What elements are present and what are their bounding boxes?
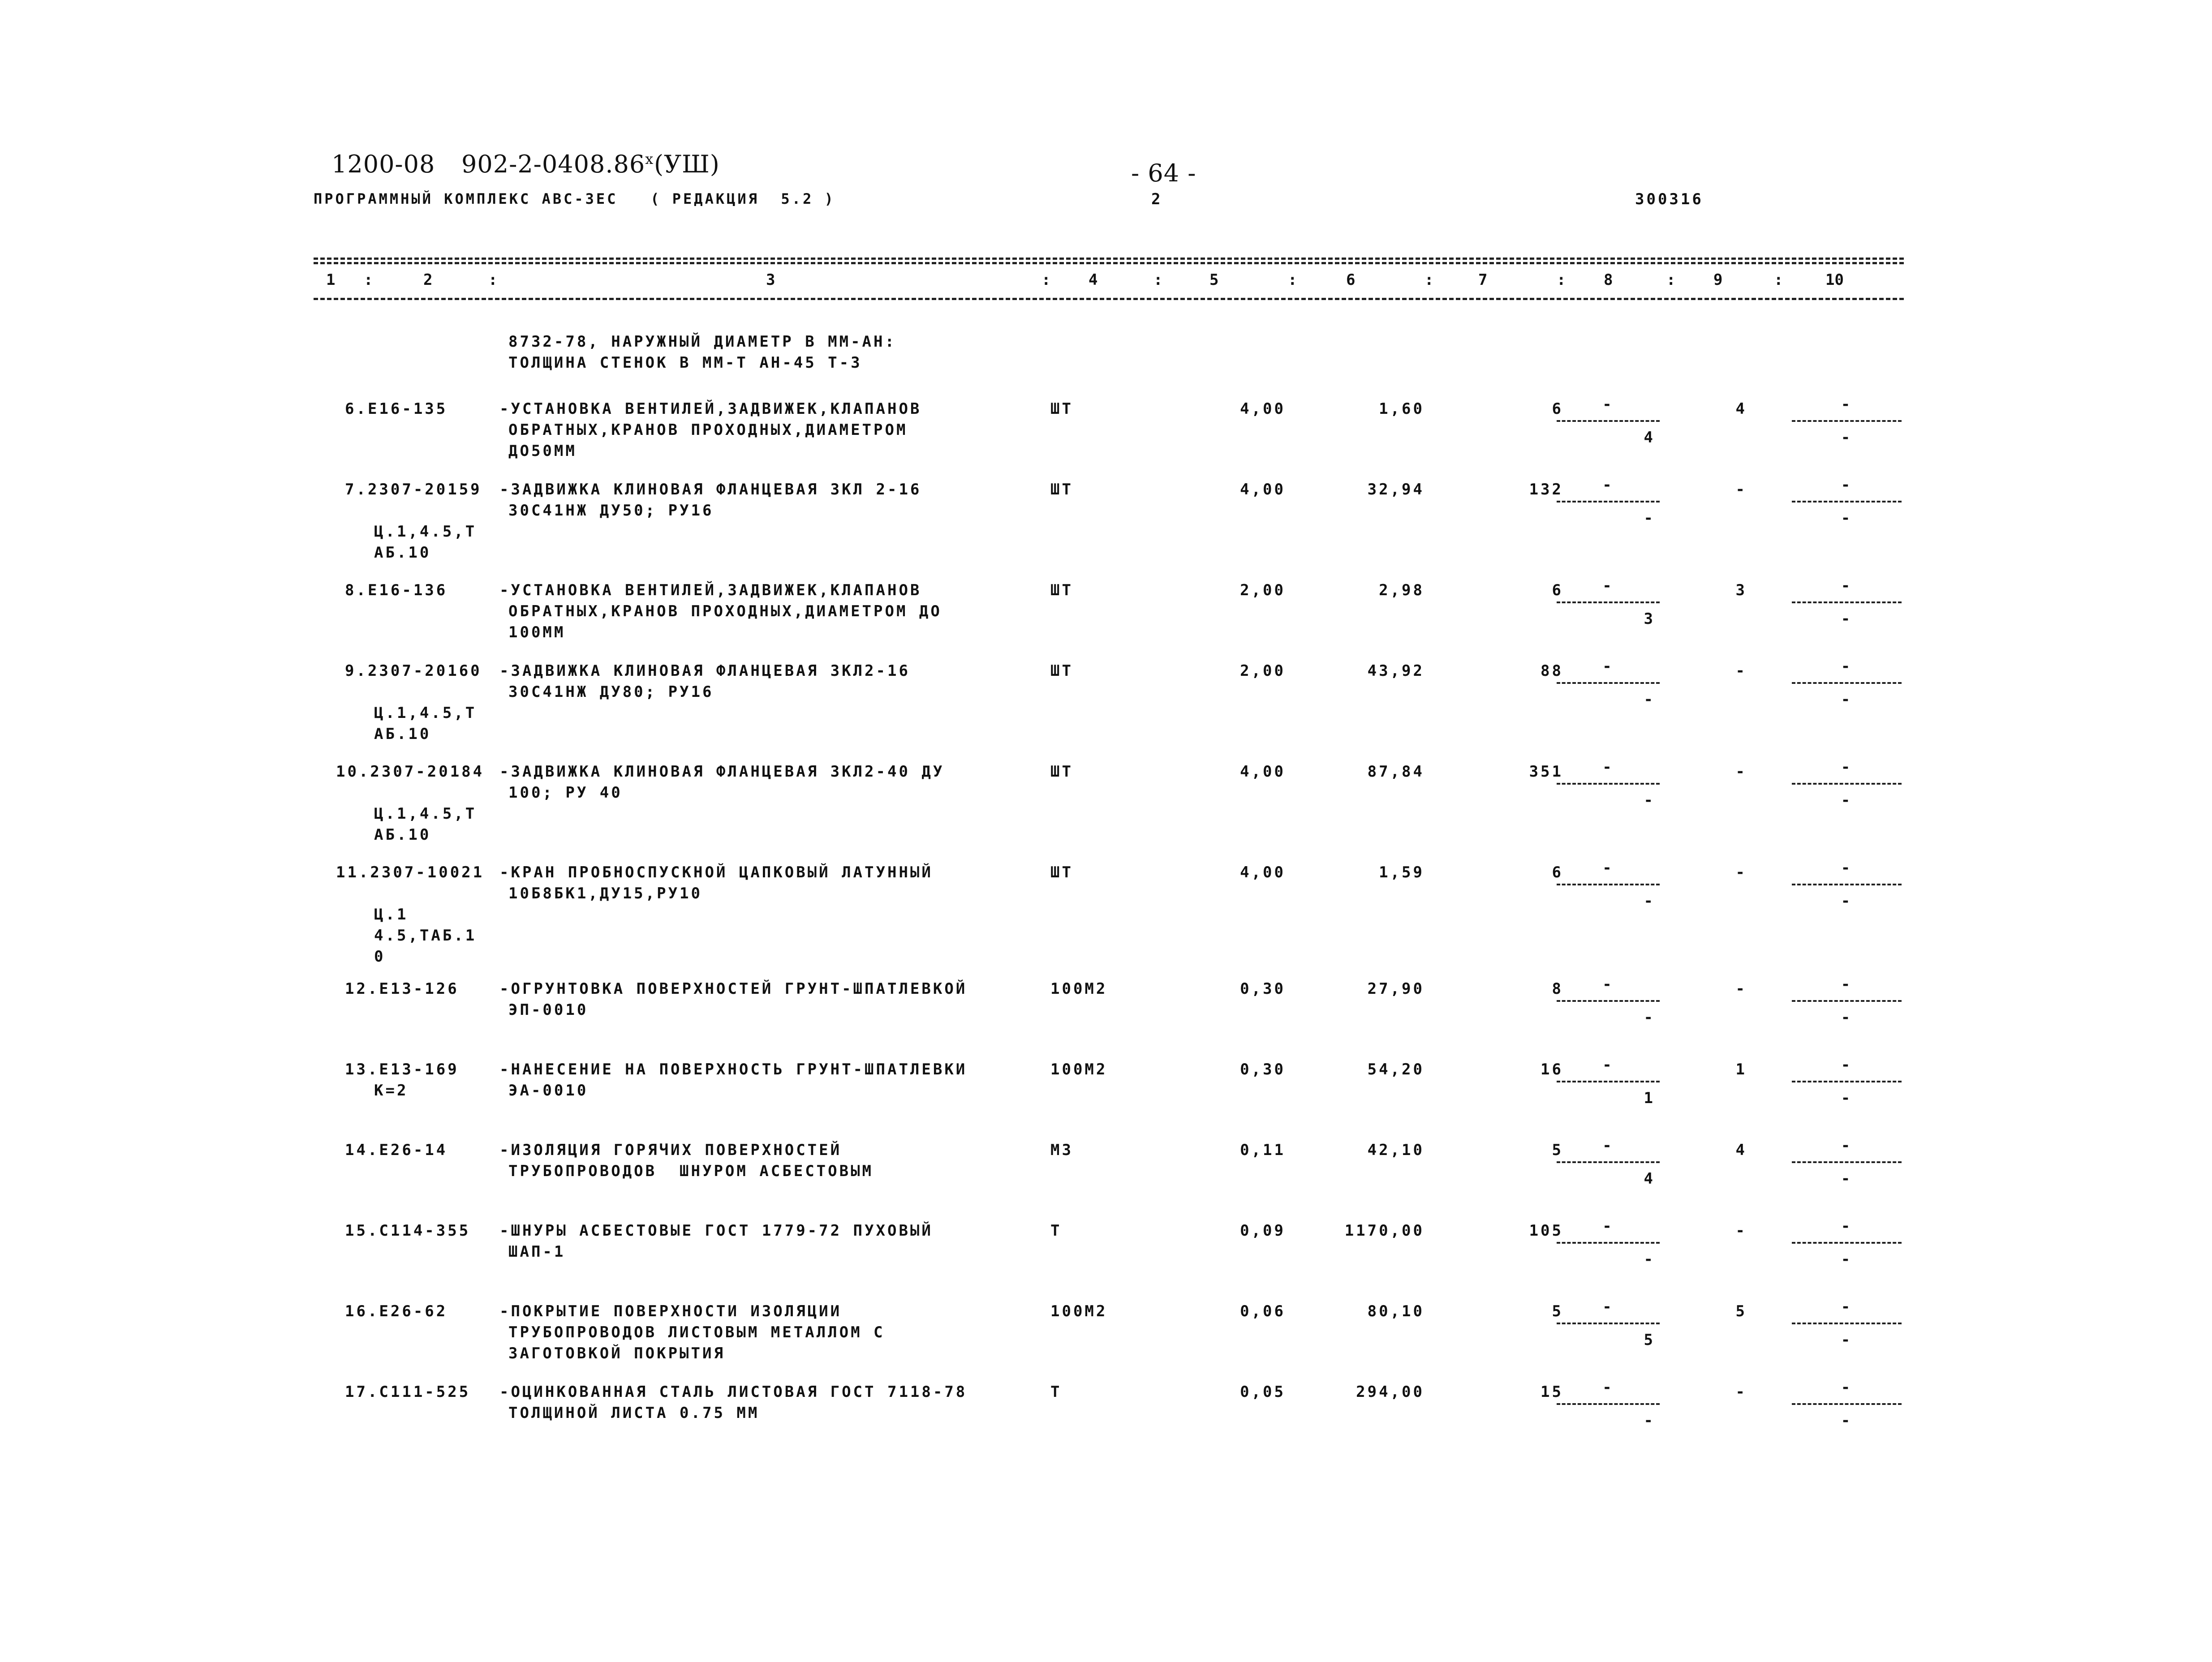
table-header-rule — [314, 298, 1904, 300]
col8-bottom: - — [1644, 892, 1655, 910]
row-col9: - — [1735, 1222, 1747, 1240]
col-header-3: 3 — [766, 271, 775, 289]
col8-bottom: - — [1644, 1009, 1655, 1026]
row-total: 5 — [1552, 1141, 1563, 1159]
row-total: 105 — [1529, 1222, 1563, 1240]
row-price: 27,90 — [1367, 980, 1424, 998]
row-total: 8 — [1552, 980, 1563, 998]
row-col10 — [1792, 395, 1902, 447]
row-code-note: Ц.1,4.5,Т — [374, 523, 477, 541]
col10-divider — [1792, 1081, 1902, 1082]
col10-divider — [1792, 601, 1902, 603]
row-col9: - — [1735, 763, 1747, 781]
col-sep: : — [1424, 271, 1434, 289]
doc-code: 1200-08 — [331, 150, 435, 178]
col8-divider — [1557, 601, 1660, 603]
row-description: -НАНЕСЕНИЕ НА ПОВЕРХНОСТЬ ГРУНТ-ШПАТЛЕВКИ — [499, 1061, 968, 1078]
row-quantity: 0,06 — [1240, 1302, 1286, 1320]
row-description: 100; РУ 40 — [508, 784, 623, 802]
row-col8 — [1557, 1298, 1660, 1349]
col8-top: - — [1602, 577, 1614, 595]
row-unit: ШТ — [1050, 481, 1073, 498]
row-price: 1,59 — [1379, 863, 1424, 881]
row-code: 7.2307-20159 — [345, 481, 482, 498]
row-description: -УСТАНОВКА ВЕНТИЛЕЙ,ЗАДВИЖЕК,КЛАПАНОВ — [499, 400, 922, 418]
document-code: 300316 — [1635, 190, 1704, 208]
col8-top: - — [1602, 975, 1614, 993]
col10-bottom: - — [1841, 1250, 1853, 1268]
row-price: 2,98 — [1379, 581, 1424, 599]
row-description: 30С41НЖ ДУ80; РУ16 — [508, 683, 714, 701]
row-code: 13.Е13-169 — [345, 1061, 459, 1078]
row-description: ТРУБОПРОВОДОВ ЛИСТОВЫМ МЕТАЛЛОМ С — [508, 1323, 885, 1341]
col-sep: : — [488, 271, 498, 289]
col10-bottom: - — [1841, 429, 1853, 447]
col10-top: - — [1841, 975, 1853, 993]
col10-bottom: - — [1841, 1412, 1853, 1430]
row-description: ЗАГОТОВКОЙ ПОКРЫТИЯ — [508, 1344, 725, 1362]
row-col10 — [1792, 859, 1902, 910]
table-top-rule — [314, 258, 1904, 260]
row-total: 6 — [1552, 581, 1563, 599]
col-sep: : — [1666, 271, 1676, 289]
col10-top: - — [1841, 657, 1853, 675]
col10-bottom: - — [1841, 1089, 1853, 1107]
col-sep: : — [1153, 271, 1163, 289]
col-sep: : — [1041, 271, 1051, 289]
row-description: ОБРАТНЫХ,КРАНОВ ПРОХОДНЫХ,ДИАМЕТРОМ — [508, 421, 908, 439]
col-header-9: 9 — [1713, 271, 1723, 289]
col10-divider — [1792, 682, 1902, 684]
row-total: 88 — [1541, 662, 1563, 680]
col-sep: : — [1557, 271, 1566, 289]
col10-bottom: - — [1841, 1331, 1853, 1349]
col8-top: - — [1602, 859, 1614, 877]
row-col10 — [1792, 1056, 1902, 1107]
row-col8 — [1557, 1137, 1660, 1188]
col10-divider — [1792, 501, 1902, 502]
row-code: 14.Е26-14 — [345, 1141, 448, 1159]
row-col8 — [1557, 1217, 1660, 1268]
col8-bottom: 3 — [1644, 610, 1655, 628]
col10-bottom: - — [1841, 610, 1853, 628]
row-col8 — [1557, 1056, 1660, 1107]
row-code-note: 4.5,ТАБ.1 — [374, 927, 477, 945]
col-header-6: 6 — [1346, 271, 1356, 289]
intro-line: ТОЛЩИНА СТЕНОК В ММ-Т АН-45 Т-3 — [508, 354, 862, 372]
row-description: -ОГРУНТОВКА ПОВЕРХНОСТЕЙ ГРУНТ-ШПАТЛЕВКОЙ — [499, 980, 968, 998]
row-unit: ШТ — [1050, 662, 1073, 680]
col8-top: - — [1602, 1056, 1614, 1074]
row-col9: - — [1735, 662, 1747, 680]
row-quantity: 0,05 — [1240, 1383, 1286, 1401]
row-col8 — [1557, 758, 1660, 809]
col8-bottom: - — [1644, 1412, 1655, 1430]
row-col10 — [1792, 476, 1902, 527]
row-total: 5 — [1552, 1302, 1563, 1320]
row-unit: Т — [1050, 1383, 1062, 1401]
row-unit: ШТ — [1050, 400, 1073, 418]
row-price: 43,92 — [1367, 662, 1424, 680]
row-col10 — [1792, 1298, 1902, 1349]
row-description: -ОЦИНКОВАННАЯ СТАЛЬ ЛИСТОВАЯ ГОСТ 7118-78 — [499, 1383, 968, 1401]
row-col8 — [1557, 859, 1660, 910]
col10-divider — [1792, 884, 1902, 885]
col10-divider — [1792, 1242, 1902, 1244]
row-description: 10Б8БК1,ДУ15,РУ10 — [508, 885, 702, 902]
row-total: 132 — [1529, 481, 1563, 498]
doc-number — [461, 150, 654, 178]
row-quantity: 2,00 — [1240, 662, 1286, 680]
doc-number-main: 902-2-0408.86 — [461, 150, 646, 178]
row-col9: - — [1735, 1383, 1747, 1401]
col8-divider — [1557, 501, 1660, 502]
col8-top: - — [1602, 476, 1614, 494]
row-col10 — [1792, 975, 1902, 1026]
col10-divider — [1792, 1403, 1902, 1405]
row-total: 16 — [1541, 1061, 1563, 1078]
col-header-7: 7 — [1478, 271, 1488, 289]
col8-top: - — [1602, 1379, 1614, 1396]
intro-line: 8732-78, НАРУЖНЫЙ ДИАМЕТР В ММ-АН: — [508, 333, 896, 351]
row-col10 — [1792, 758, 1902, 809]
col10-bottom: - — [1841, 1009, 1853, 1026]
row-description: ДО50ММ — [508, 442, 577, 460]
col10-bottom: - — [1841, 691, 1853, 709]
row-code: 16.Е26-62 — [345, 1302, 448, 1320]
row-unit: ШТ — [1050, 763, 1073, 781]
row-price: 294,00 — [1356, 1383, 1424, 1401]
row-code: 15.С114-355 — [345, 1222, 471, 1240]
row-description: 30С41НЖ ДУ50; РУ16 — [508, 502, 714, 520]
row-price: 1,60 — [1379, 400, 1424, 418]
row-price: 54,20 — [1367, 1061, 1424, 1078]
row-col9: 4 — [1735, 1141, 1747, 1159]
row-col8 — [1557, 395, 1660, 447]
row-col10 — [1792, 657, 1902, 709]
row-code: 10.2307-20184 — [336, 763, 485, 781]
row-description: ЭА-0010 — [508, 1082, 589, 1099]
table-top-rule-2 — [314, 262, 1904, 264]
col-header-8: 8 — [1604, 271, 1613, 289]
col8-bottom: 4 — [1644, 1170, 1655, 1188]
row-quantity: 0,11 — [1240, 1141, 1286, 1159]
col-header-2: 2 — [423, 271, 433, 289]
doc-number-suffix: x — [645, 150, 654, 167]
col8-divider — [1557, 1081, 1660, 1082]
col8-divider — [1557, 1000, 1660, 1002]
col-header-4: 4 — [1089, 271, 1098, 289]
row-code: 8.Е16-136 — [345, 581, 448, 599]
col10-top: - — [1841, 1298, 1853, 1316]
col10-bottom: - — [1841, 892, 1853, 910]
col10-top: - — [1841, 859, 1853, 877]
col8-top: - — [1602, 758, 1614, 776]
row-code-note: К=2 — [374, 1082, 409, 1099]
row-quantity: 4,00 — [1240, 400, 1286, 418]
row-code: 11.2307-10021 — [336, 863, 485, 881]
row-code: 6.Е16-135 — [345, 400, 448, 418]
row-price: 32,94 — [1367, 481, 1424, 498]
row-code-note: Ц.1,4.5,Т — [374, 805, 477, 823]
row-unit: ШТ — [1050, 581, 1073, 599]
col10-top: - — [1841, 1137, 1853, 1155]
row-col8 — [1557, 975, 1660, 1026]
col10-top: - — [1841, 1056, 1853, 1074]
row-col10 — [1792, 1379, 1902, 1430]
col10-top: - — [1841, 577, 1853, 595]
col10-divider — [1792, 420, 1902, 422]
row-col9: - — [1735, 980, 1747, 998]
col10-top: - — [1841, 758, 1853, 776]
col-sep: : — [1288, 271, 1297, 289]
row-unit: М3 — [1050, 1141, 1073, 1159]
row-code-note: АБ.10 — [374, 544, 431, 562]
col10-divider — [1792, 1000, 1902, 1002]
col8-divider — [1557, 884, 1660, 885]
col8-bottom: 1 — [1644, 1089, 1655, 1107]
sheet-number: 2 — [1151, 190, 1163, 208]
col10-divider — [1792, 1161, 1902, 1163]
row-code: 17.С111-525 — [345, 1383, 471, 1401]
row-col9: 3 — [1735, 581, 1747, 599]
row-unit: 100М2 — [1050, 1061, 1108, 1078]
row-quantity: 4,00 — [1240, 763, 1286, 781]
col10-top: - — [1841, 1379, 1853, 1396]
row-description: ТОЛЩИНОЙ ЛИСТА 0.75 ММ — [508, 1404, 760, 1422]
row-price: 1170,00 — [1344, 1222, 1424, 1240]
row-code-note: Ц.1 — [374, 906, 409, 923]
row-total: 6 — [1552, 400, 1563, 418]
row-col9: 4 — [1735, 400, 1747, 418]
col8-top: - — [1602, 395, 1614, 413]
col8-bottom: - — [1644, 691, 1655, 709]
row-col8 — [1557, 1379, 1660, 1430]
row-description: -УСТАНОВКА ВЕНТИЛЕЙ,ЗАДВИЖЕК,КЛАПАНОВ — [499, 581, 922, 599]
row-description: ЭП-0010 — [508, 1001, 589, 1019]
row-description: ОБРАТНЫХ,КРАНОВ ПРОХОДНЫХ,ДИАМЕТРОМ ДО — [508, 602, 942, 620]
row-quantity: 4,00 — [1240, 863, 1286, 881]
col8-bottom: - — [1644, 1250, 1655, 1268]
col10-top: - — [1841, 476, 1853, 494]
row-col10 — [1792, 577, 1902, 628]
row-col9: 5 — [1735, 1302, 1747, 1320]
row-col8 — [1557, 577, 1660, 628]
row-quantity: 4,00 — [1240, 481, 1286, 498]
row-code-note: 0 — [374, 948, 386, 966]
row-quantity: 0,30 — [1240, 1061, 1286, 1078]
row-description: -КРАН ПРОБНОСПУСКНОЙ ЦАПКОВЫЙ ЛАТУННЫЙ — [499, 863, 933, 881]
row-description: -ИЗОЛЯЦИЯ ГОРЯЧИХ ПОВЕРХНОСТЕЙ — [499, 1141, 842, 1159]
row-description: 100ММ — [508, 623, 566, 641]
row-col9: - — [1735, 863, 1747, 881]
col8-divider — [1557, 1242, 1660, 1244]
row-unit: Т — [1050, 1222, 1062, 1240]
row-code: 12.Е13-126 — [345, 980, 459, 998]
col8-bottom: - — [1644, 509, 1655, 527]
col-sep: : — [1774, 271, 1783, 289]
col8-bottom: - — [1644, 791, 1655, 809]
col-sep: : — [364, 271, 373, 289]
row-price: 42,10 — [1367, 1141, 1424, 1159]
row-quantity: 2,00 — [1240, 581, 1286, 599]
section-mark: (УШ) — [654, 150, 720, 178]
col8-bottom: 4 — [1644, 429, 1655, 447]
col8-top: - — [1602, 1137, 1614, 1155]
row-total: 351 — [1529, 763, 1563, 781]
row-col9: 1 — [1735, 1061, 1747, 1078]
row-price: 87,84 — [1367, 763, 1424, 781]
col10-bottom: - — [1841, 1170, 1853, 1188]
col8-top: - — [1602, 1217, 1614, 1235]
row-quantity: 0,30 — [1240, 980, 1286, 998]
col8-bottom: 5 — [1644, 1331, 1655, 1349]
col8-divider — [1557, 1323, 1660, 1324]
row-description: -ПОКРЫТИЕ ПОВЕРХНОСТИ ИЗОЛЯЦИИ — [499, 1302, 842, 1320]
page-number: - 64 - — [1131, 159, 1196, 187]
row-description: ШАП-1 — [508, 1243, 566, 1261]
col-header-10: 10 — [1825, 271, 1844, 289]
col8-divider — [1557, 1403, 1660, 1405]
row-col8 — [1557, 476, 1660, 527]
col8-divider — [1557, 420, 1660, 422]
col10-top: - — [1841, 1217, 1853, 1235]
col10-divider — [1792, 1323, 1902, 1324]
row-total: 15 — [1541, 1383, 1563, 1401]
row-col8 — [1557, 657, 1660, 709]
col8-divider — [1557, 682, 1660, 684]
row-unit: ШТ — [1050, 863, 1073, 881]
col8-divider — [1557, 783, 1660, 785]
row-col10 — [1792, 1137, 1902, 1188]
row-col9: - — [1735, 481, 1747, 498]
row-quantity: 0,09 — [1240, 1222, 1286, 1240]
col10-bottom: - — [1841, 791, 1853, 809]
col10-bottom: - — [1841, 509, 1853, 527]
col10-divider — [1792, 783, 1902, 785]
row-description: -ЗАДВИЖКА КЛИНОВАЯ ФЛАНЦЕВАЯ ЗКЛ2-40 ДУ — [499, 763, 945, 781]
row-description: ТРУБОПРОВОДОВ ШНУРОМ АСБЕСТОВЫМ — [508, 1162, 874, 1180]
col8-top: - — [1602, 657, 1614, 675]
row-code-note: Ц.1,4.5,Т — [374, 704, 477, 722]
col-header-1: 1 — [326, 271, 336, 289]
col10-top: - — [1841, 395, 1853, 413]
row-unit: 100М2 — [1050, 980, 1108, 998]
col8-top: - — [1602, 1298, 1614, 1316]
row-total: 6 — [1552, 863, 1563, 881]
row-code-note: АБ.10 — [374, 725, 431, 743]
row-code: 9.2307-20160 — [345, 662, 482, 680]
col8-divider — [1557, 1161, 1660, 1163]
program-title: ПРОГРАММНЫЙ КОМПЛЕКС АВС-3ЕС ( РЕДАКЦИЯ 5.2 ) — [314, 190, 835, 207]
row-price: 80,10 — [1367, 1302, 1424, 1320]
col-header-5: 5 — [1209, 271, 1219, 289]
row-unit: 100М2 — [1050, 1302, 1108, 1320]
row-description: -ШНУРЫ АСБЕСТОВЫЕ ГОСТ 1779-72 ПУХОВЫЙ — [499, 1222, 933, 1240]
row-col10 — [1792, 1217, 1902, 1268]
row-description: -ЗАДВИЖКА КЛИНОВАЯ ФЛАНЦЕВАЯ ЗКЛ2-16 — [499, 662, 910, 680]
row-code-note: АБ.10 — [374, 826, 431, 844]
row-description: -ЗАДВИЖКА КЛИНОВАЯ ФЛАНЦЕВАЯ ЗКЛ 2-16 — [499, 481, 922, 498]
